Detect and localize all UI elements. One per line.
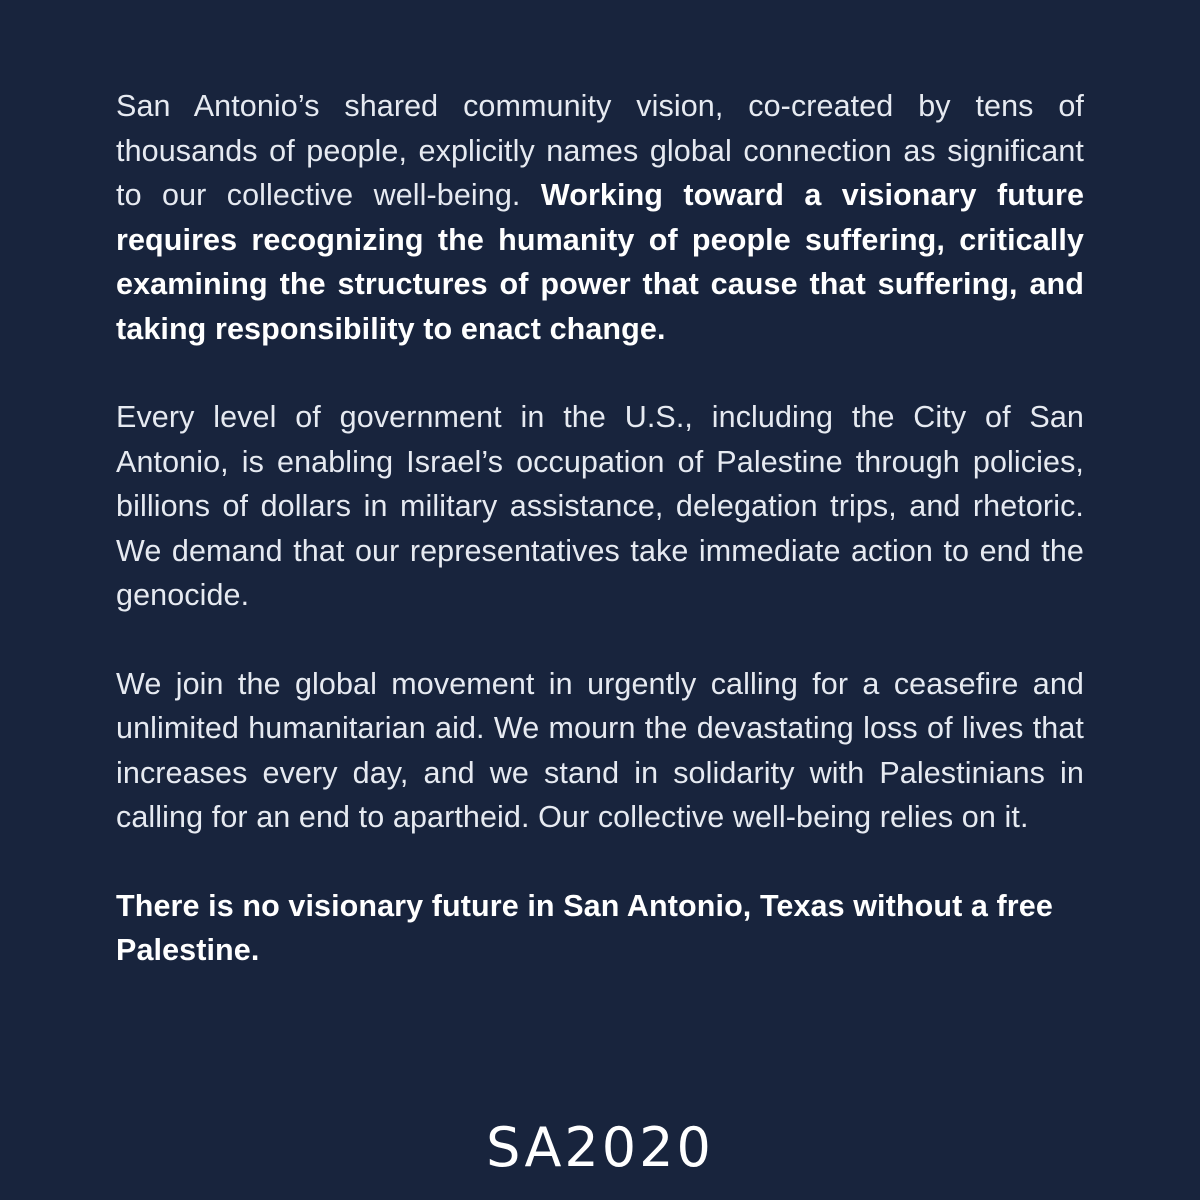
paragraph-vision-plain-text: San Antonio’s shared community vision, co-created by tens of thousands of people, explicitly names global connection as significant to our collective well-being.	[116, 89, 1084, 212]
paragraph-vision-bold-text: Working toward a visionary future requires recognizing the humanity of people suffering, critically examining the structures of power that cause that suffering, and taking responsibility to enact change.	[116, 178, 1085, 346]
paragraph-vision	[116, 84, 1084, 351]
paragraph-government: Every level of government in the U.S., including the City of San Antonio, is enabling Israel’s occupation of Palestine through policies, billions of dollars in military assistance, delegation trips, and rhetoric. We demand that our representatives take immediate action to end the genocide.	[116, 400, 1084, 612]
paragraph-ceasefire: We join the global movement in urgently calling for a ceasefire and unlimited humanitarian aid. We mourn the devastating loss of lives that increases every day, and we stand in solidarity with Palestinians in calling for an end to apartheid. Our collective well-being relies on it.	[116, 666, 1084, 834]
closing-statement: There is no visionary future in San Antonio, Texas without a free Palestine.	[116, 888, 1053, 967]
statement-body	[116, 84, 1084, 973]
sa2020-logo: SA2020	[486, 1116, 714, 1179]
